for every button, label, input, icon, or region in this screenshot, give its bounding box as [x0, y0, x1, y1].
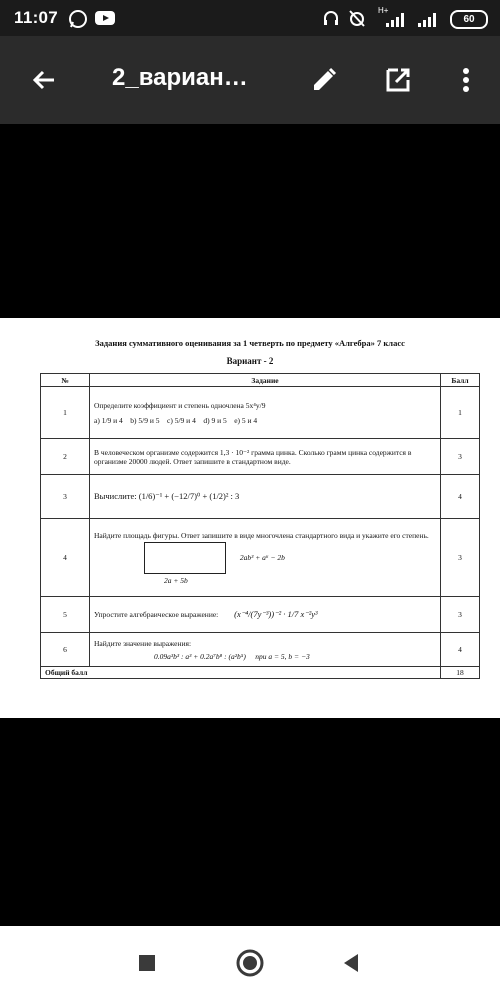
- task-cell: [90, 387, 441, 439]
- figure-rectangle: [144, 542, 226, 574]
- table-row: [41, 633, 480, 667]
- variant-label: Вариант - 2: [226, 356, 274, 366]
- recent-apps-icon[interactable]: [132, 948, 162, 978]
- status-bar: [0, 0, 500, 36]
- task-score: 3: [441, 597, 480, 633]
- figure-side-expr: 2ab³ + a⁶ − 2b: [239, 553, 285, 562]
- task-num: 2: [41, 439, 90, 475]
- arrow-left-icon[interactable]: [28, 64, 60, 96]
- task-cell: [90, 633, 441, 667]
- task-num: 3: [41, 475, 90, 519]
- task-score: 3: [441, 439, 480, 475]
- task-num: 4: [41, 519, 90, 597]
- total-row: [41, 667, 480, 679]
- app-bar: [0, 36, 500, 124]
- task-num: 1: [41, 387, 90, 439]
- navigation-bar: [0, 926, 500, 1000]
- battery-indicator: [450, 10, 488, 29]
- task-cell: [90, 519, 441, 597]
- task-num: 5: [41, 597, 90, 633]
- status-time: 11:07: [14, 8, 59, 27]
- signal-icon-2: [416, 9, 442, 29]
- table-row: [41, 439, 480, 475]
- headset-icon: [322, 9, 340, 27]
- more-vert-icon[interactable]: [450, 64, 482, 96]
- task-expr: 0.09a³b³ : a³ + 0.2a⁷b⁸ : (a²b⁵) при a = 5, b = −3: [154, 651, 310, 661]
- task-num: 6: [41, 633, 90, 667]
- table-row: [41, 597, 480, 633]
- task-text: Вычислите: (1/6)⁻¹ + (−12/7)⁰ + (1/2)² : 3: [90, 475, 441, 519]
- task-expr: (x⁻⁴/(7y⁻³))⁻² · 1/7 x⁻²y³: [234, 609, 318, 619]
- task-score: 3: [441, 519, 480, 597]
- task-text: Определите коэффициент и степень одночлена 5x⁴y/9: [94, 400, 266, 410]
- alarm-off-icon: [348, 9, 366, 27]
- col-num: №: [41, 374, 90, 387]
- task-text: Упростите алгебраическое выражение:: [94, 610, 219, 619]
- task-options: а) 1/9 и 4 b) 5/9 и 5 c) 5/9 и 4 d) 9 и 5 e) 5 и 4: [94, 415, 258, 425]
- task-cell: [90, 597, 441, 633]
- document-title: 2_вариан…: [112, 64, 248, 91]
- task-score: 1: [441, 387, 480, 439]
- task-score: 4: [441, 633, 480, 667]
- network-type: H+: [378, 6, 389, 15]
- tasks-table: [40, 373, 480, 679]
- total-label: Общий балл: [41, 667, 441, 679]
- pencil-icon[interactable]: [308, 64, 340, 96]
- table-row: [41, 387, 480, 439]
- table-header-row: [41, 374, 480, 387]
- col-task: Задание: [90, 374, 441, 387]
- table-row: [41, 519, 480, 597]
- home-icon[interactable]: [235, 948, 265, 978]
- figure-bottom-expr: 2a + 5b: [164, 575, 188, 585]
- back-icon[interactable]: [336, 948, 366, 978]
- task-text: Найдите значение выражения:: [94, 638, 192, 648]
- document-page: [0, 318, 500, 718]
- document-heading: Задания суммативного оценивания за 1 четверть по предмету «Алгебра» 7 класс: [95, 338, 405, 348]
- task-score: 4: [441, 475, 480, 519]
- battery-level: 60: [463, 14, 475, 25]
- task-text: В человеческом организме содержится 1,3 · 10⁻² граммa цинка. Сколько грамм цинка содержится в организме 20000 людей. Ответ запишите в стандартном виде.: [90, 439, 441, 475]
- signal-icon: [378, 9, 408, 29]
- total-score: 18: [441, 667, 480, 679]
- figure-row: [94, 540, 436, 576]
- open-external-icon[interactable]: [382, 64, 414, 96]
- youtube-icon: [94, 9, 116, 27]
- whatsapp-icon: [68, 9, 88, 29]
- task-text: Найдите площадь фигуры. Ответ запишите в виде многочлена стандартного вида и укажите его степень.: [94, 530, 429, 540]
- col-score: Балл: [441, 374, 480, 387]
- table-row: [41, 475, 480, 519]
